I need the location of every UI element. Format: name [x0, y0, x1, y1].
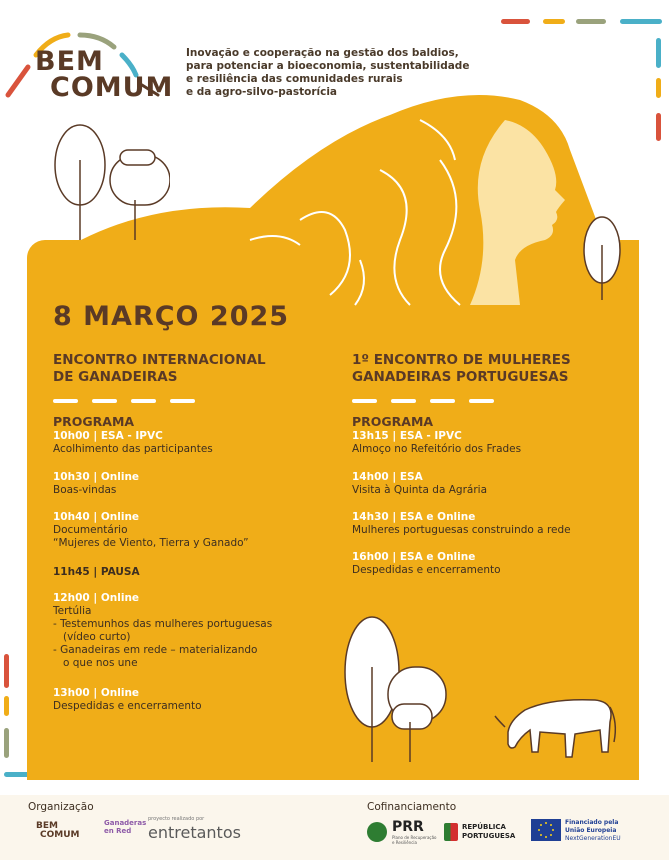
decor-dash: [4, 696, 9, 716]
prr-logo: PRR: [392, 819, 424, 835]
small-tree-icon: [580, 215, 625, 305]
schedule-item: 11h45 | PAUSA: [53, 566, 140, 578]
logo-line: NextGenerationEU: [565, 835, 621, 842]
portugal-flag-icon: [444, 823, 458, 841]
item-desc: - Testemunhos das mulheres portuguesas: [53, 618, 273, 630]
decor-dash: [576, 19, 606, 24]
eu-stars-icon: [531, 819, 561, 841]
logo-text-bem: BEM: [35, 46, 104, 77]
item-desc: (vídeo curto): [63, 631, 131, 643]
right-program-label: PROGRAMA: [352, 414, 434, 429]
item-time: 16h00: [352, 551, 389, 563]
decor-dash: [501, 19, 530, 24]
item-desc: Documentário: [53, 524, 128, 536]
item-place: ESA e Online: [399, 551, 476, 563]
item-desc: Acolhimento das participantes: [53, 443, 213, 455]
left-section-title: [53, 352, 266, 386]
eu-logo: [565, 819, 621, 843]
item-desc: “Mujeres de Viento, Tierra y Ganado”: [53, 537, 249, 549]
title-line: DE GANADEIRAS: [53, 369, 178, 385]
right-section-title: [352, 352, 571, 386]
white-dash: [53, 399, 78, 403]
item-desc: - Ganadeiras em rede – materializando: [53, 644, 258, 656]
item-desc: Despedidas e encerramento: [53, 700, 202, 712]
item-place: ESA - IPVC: [100, 430, 163, 442]
item-place: Online: [100, 511, 140, 523]
logo-line: e Resiliência: [392, 840, 417, 845]
item-place: ESA e Online: [399, 511, 476, 523]
schedule-item: 12h00 | Online Tertúlia - Testemunhos das mulheres portuguesas (vídeo curto) - Ganadeiras em rede – materializando o que nos une: [53, 592, 273, 669]
logo-line: BEM: [36, 821, 58, 831]
schedule-item: 13h15 | ESA - IPVC Almoço no Refeitório dos Frades: [352, 430, 522, 455]
schedule-item: 14h30 | ESA e Online Mulheres portuguesas construindo a rede: [352, 511, 571, 536]
item-desc: o que nos une: [63, 657, 138, 669]
tagline-line: e resiliência das comunidades rurais: [186, 73, 403, 85]
cow-trees-illustration: [330, 612, 630, 777]
logo-line: Ganaderas: [104, 819, 147, 827]
event-date: 8 MARÇO 2025: [53, 301, 290, 332]
logo-line: União Europeia: [565, 827, 617, 834]
item-time: 14h00: [352, 471, 389, 483]
schedule-item: 10h30 | Online Boas-vindas: [53, 471, 140, 496]
item-time: 10h40: [53, 511, 90, 523]
item-place: ESA - IPVC: [399, 430, 462, 442]
entretantos-logo: entretantos: [148, 823, 241, 842]
white-dash: [391, 399, 416, 403]
title-line: 1º ENCONTRO DE MULHERES: [352, 352, 571, 368]
item-place: PAUSA: [100, 566, 140, 578]
logo-line: Plano de Recuperação: [392, 835, 437, 840]
white-dash: [430, 399, 455, 403]
tree-illustration: [40, 120, 170, 260]
logo-line: PORTUGUESA: [462, 832, 516, 840]
item-desc: Despedidas e encerramento: [352, 564, 501, 576]
tagline-line: para potenciar a bioeconomia, sustentabilidade: [186, 60, 470, 72]
item-time: 13h00: [53, 687, 90, 699]
item-desc: Visita à Quinta da Agrária: [352, 484, 488, 496]
eu-flag-icon: [531, 819, 561, 841]
item-desc: Almoço no Refeitório dos Frades: [352, 443, 522, 455]
schedule-item: 13h00 | Online Despedidas e encerramento: [53, 687, 202, 712]
bemcomum-small-logo: [36, 822, 79, 840]
item-time: 10h30: [53, 471, 90, 483]
decor-dash: [656, 38, 661, 68]
org-label: Organização: [28, 801, 94, 813]
decor-dash: [543, 19, 565, 24]
tagline-line: e da agro-silvo-pastorícia: [186, 86, 338, 98]
white-dash: [469, 399, 494, 403]
white-dash: [170, 399, 195, 403]
white-dash: [131, 399, 156, 403]
item-time: 12h00: [53, 592, 90, 604]
logo-text-comum: COMUM: [50, 72, 174, 103]
logo-line: Financiado pela: [565, 819, 619, 826]
item-time: 13h15: [352, 430, 389, 442]
prr-icon: [367, 822, 387, 842]
cofin-label: Cofinanciamento: [367, 801, 457, 813]
republica-logo: [462, 823, 515, 841]
tagline-line: Inovação e cooperação na gestão dos baldios,: [186, 47, 459, 59]
decor-dash: [620, 19, 662, 24]
logo-line: REPÚBLICA: [462, 823, 506, 831]
item-place: Online: [100, 687, 140, 699]
title-line: ENCONTRO INTERNACIONAL: [53, 352, 266, 368]
white-dash: [352, 399, 377, 403]
entretantos-small: proyecto realizado por: [148, 816, 205, 822]
item-place: ESA: [399, 471, 423, 483]
schedule-item: 14h00 | ESA Visita à Quinta da Agrária: [352, 471, 488, 496]
left-program-label: PROGRAMA: [53, 414, 135, 429]
schedule-item: 10h40 | Online Documentário “Mujeres de Viento, Tierra y Ganado”: [53, 511, 249, 549]
logo-line: en Red: [104, 827, 132, 835]
decor-dash: [4, 654, 9, 688]
item-desc: Boas-vindas: [53, 484, 117, 496]
item-desc: Mulheres portuguesas construindo a rede: [352, 524, 571, 536]
schedule-item: 10h00 | ESA - IPVC Acolhimento das participantes: [53, 430, 213, 455]
item-place: Online: [100, 471, 140, 483]
title-line: GANADEIRAS PORTUGUESAS: [352, 369, 569, 385]
prr-sub: [392, 835, 437, 845]
decor-dash: [4, 728, 9, 758]
footer: [0, 795, 669, 860]
item-time: 14h30: [352, 511, 389, 523]
ganaderas-logo: [90, 819, 147, 835]
item-time: 11h45: [53, 566, 90, 578]
schedule-item: 16h00 | ESA e Online Despedidas e encerramento: [352, 551, 501, 576]
item-place: Online: [100, 592, 140, 604]
logo-line: COMUM: [40, 830, 80, 840]
item-desc: Tertúlia: [53, 605, 92, 617]
white-dash: [92, 399, 117, 403]
item-time: 10h00: [53, 430, 90, 442]
